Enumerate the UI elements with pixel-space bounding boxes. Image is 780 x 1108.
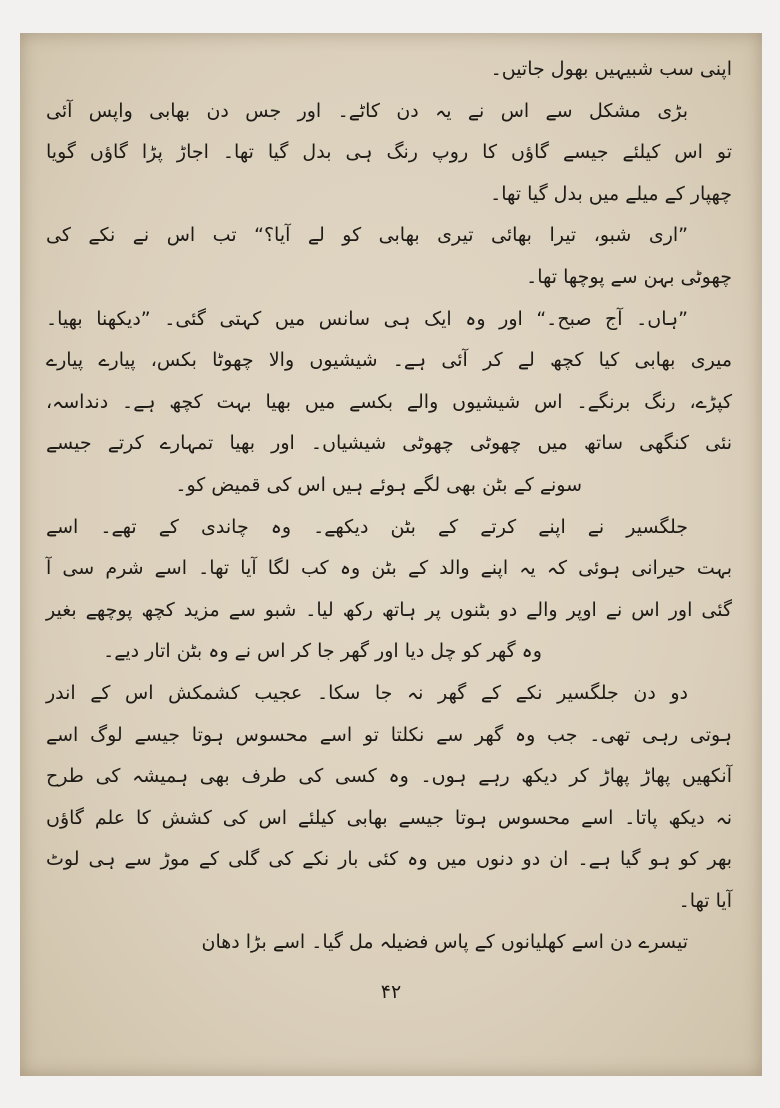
text-line: نہ دیکھ پاتا۔ اسے محسوس ہوتا جیسے بھابی کیلئے اس کی کشش کا علم گاؤں [46,806,732,829]
book-page [20,33,762,1076]
paragraph-start-line: ”ہاں۔ آج صبح۔“ اور وہ ایک ہی سانس میں کہتی گئی۔ ”دیکھنا بھیا۔ [46,307,688,330]
text-line: بھر کو ہو گیا ہے۔ ان دو دنوں میں وہ کئی بار نکے کی گلی کے موڑ سے ہی لوٹ [46,848,732,871]
paragraph-start-line: تیسرے دن اسے کھلیانوں کے پاس فضیلہ مل گیا۔ اسے بڑا دھان [201,931,688,954]
paragraph-start-line: دو دن جلگسیر نکے کے گھر نہ جا سکا۔ عجیب کشمکش اس کے اندر [46,681,688,704]
text-line: تو اس کیلئے جیسے گاؤں کا روپ رنگ ہی بدل گیا تھا۔ اجاڑ پڑا گاؤں گویا [46,141,732,164]
text-line: بہت حیرانی ہوئی کہ یہ اپنے والد کے بٹن وہ کب لگا آیا تھا۔ اسے شرم سی آ [46,557,732,580]
text-line: چھپار کے میلے میں بدل گیا تھا۔ [490,182,732,205]
text-line: وہ گھر کو چل دیا اور گھر جا کر اس نے وہ بٹن اتار دیے۔ [103,640,542,663]
text-line: ہوتی رہی تھی۔ جب وہ گھر سے نکلتا تو اسے محسوس ہوتا جیسے لوگ اسے [46,723,732,746]
paragraph-start-line: جلگسیر نے اپنے کرتے کے بٹن دیکھے۔ وہ چاندی کے تھے۔ اسے [46,515,688,538]
text-line: نئی کنگھی ساتھ میں چھوٹی چھوٹی شیشیاں۔ اور بھیا تمہارے کرتے جیسے [46,432,732,455]
paragraph-start-line: ”اری شبو، تیرا بھائی تیری بھابی کو لے آیا؟“ تب اس نے نکے کی [46,224,688,247]
text-line: سونے کے بٹن بھی لگے ہوئے ہیں اس کی قمیض کو۔ [175,473,582,496]
page-text [46,49,732,964]
text-line: گئی اور اس نے اوپر والے دو بٹنوں پر ہاتھ رکھ لیا۔ شبو سے مزید کچھ پوچھے بغیر [46,598,732,621]
text-line: چھوٹی بہن سے پوچھا تھا۔ [526,265,732,288]
text-line: آیا تھا۔ [678,889,732,912]
page-number: ۴۲ [380,981,402,1003]
text-line: اپنی سب شبیہیں بھول جاتیں۔ [490,58,732,80]
text-line: کپڑے، رنگ برنگے۔ اس شیشیوں والے بکسے میں بھیا بہت کچھ ہے۔ دنداسہ، [46,390,732,413]
text-line: میری بھابی کیا کچھ لے کر آئی ہے۔ شیشیوں والا چھوٹا بکس، پیارے پیارے [46,349,732,372]
paragraph-start-line: بڑی مشکل سے اس نے یہ دن کاٹے۔ اور جس دن بھابی واپس آئی [46,99,688,122]
text-line: آنکھیں پھاڑ پھاڑ کر دیکھ رہے ہوں۔ وہ کسی کی طرف بھی ہمیشہ کی طرح [46,765,732,788]
